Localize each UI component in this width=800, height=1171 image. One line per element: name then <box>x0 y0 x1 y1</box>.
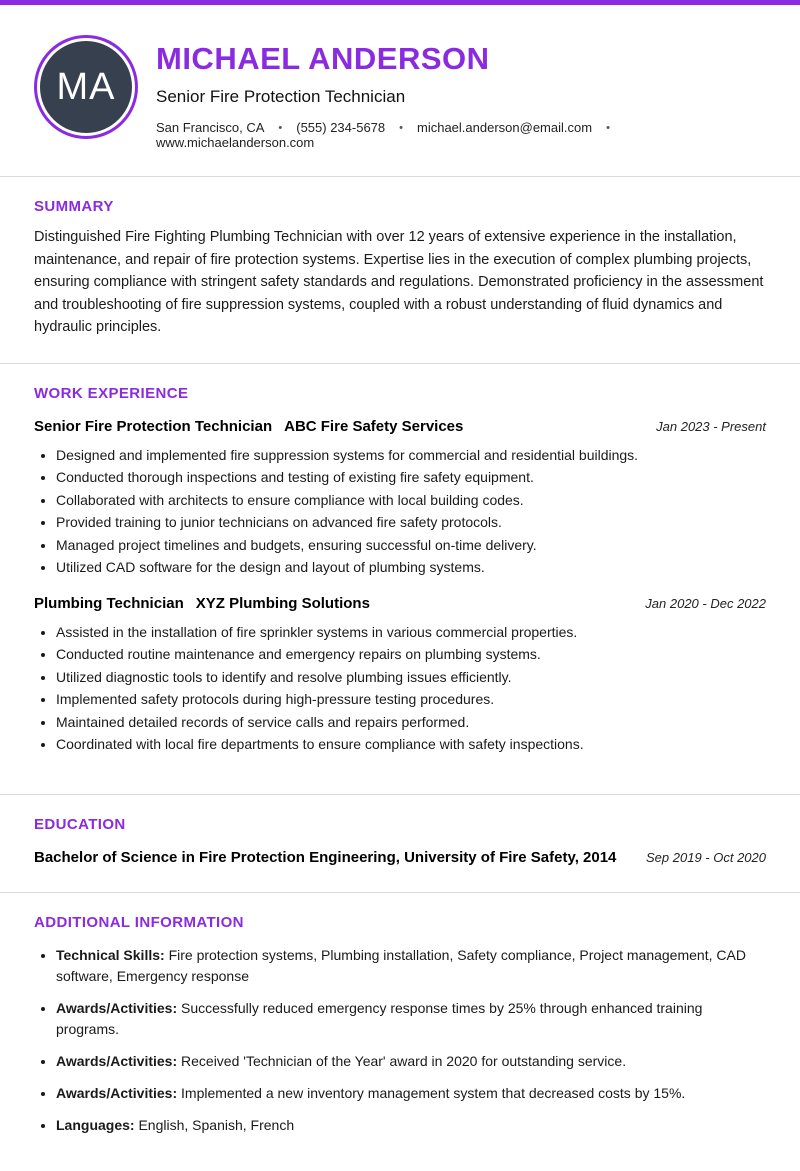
contact-phone: (555) 234-5678 <box>296 120 386 135</box>
contact-row <box>156 120 766 150</box>
job-role: Plumbing Technician <box>34 594 184 612</box>
resume-header <box>0 5 800 176</box>
job-bullet: • Implemented safety protocols during high-pressure testing procedures. <box>56 688 766 711</box>
info-text: Fire protection systems, Plumbing installation, Safety compliance, Project management, CAD software, Emergency response <box>56 946 746 984</box>
info-item <box>56 1051 766 1072</box>
job-bullet: • Collaborated with architects to ensure compliance with local building codes. <box>56 489 766 512</box>
job-bullet: • Designed and implemented fire suppression systems for commercial and residential buildings. <box>56 444 766 467</box>
education-heading: EDUCATION <box>34 815 126 833</box>
job-entry <box>34 595 766 756</box>
job-bullet: • Utilized CAD software for the design and layout of plumbing systems. <box>56 556 766 579</box>
education-section <box>0 795 800 892</box>
contact-email: michael.anderson@email.com <box>417 120 593 135</box>
info-text: English, Spanish, French <box>138 1116 295 1133</box>
education-entry <box>34 849 766 866</box>
additional-info-section <box>0 893 800 1171</box>
summary-section <box>0 177 800 363</box>
job-bullet: • Conducted thorough inspections and testing of existing fire safety equipment. <box>56 466 766 489</box>
job-role: Senior Fire Protection Technician <box>34 417 273 435</box>
additional-info-heading: ADDITIONAL INFORMATION <box>34 913 244 931</box>
job-company: ABC Fire Safety Services <box>284 417 464 435</box>
info-label: Awards/Activities: <box>56 1052 178 1069</box>
info-label: Technical Skills: <box>56 946 165 963</box>
info-item <box>56 1115 766 1136</box>
candidate-name: MICHAEL ANDERSON <box>156 41 490 76</box>
work-experience-heading: WORK EXPERIENCE <box>34 384 189 402</box>
info-label: Awards/Activities: <box>56 999 178 1016</box>
job-dates: Jan 2023 - Present <box>656 418 766 434</box>
info-text: Received 'Technician of the Year' award in 2020 for outstanding service. <box>181 1052 627 1069</box>
job-bullet: • Assisted in the installation of fire sprinkler systems in various commercial properties. <box>56 621 766 644</box>
education-degree: Bachelor of Science in Fire Protection Engineering, University of Fire Safety, 2014 <box>34 848 617 866</box>
additional-info-list <box>34 945 766 1136</box>
summary-heading: SUMMARY <box>34 198 114 215</box>
job-entry <box>34 418 766 579</box>
job-bullet: • Managed project timelines and budgets, ensuring successful on-time delivery. <box>56 534 766 557</box>
info-label: Awards/Activities: <box>56 1084 178 1101</box>
info-text: Implemented a new inventory management system that decreased costs by 15%. <box>181 1084 686 1101</box>
info-label: Languages: <box>56 1116 135 1133</box>
job-bullet: • Coordinated with local fire departments to ensure compliance with safety inspections. <box>56 733 766 756</box>
avatar <box>34 35 138 139</box>
summary-body: Distinguished Fire Fighting Plumbing Technician with over 12 years of extensive experience in the installation, maintenance, and repair of fire protection systems. Expertise lies in the execution of complex plumbing projects, ensuring compliance with stringent safety standards and regulations. Demonstrated proficiency in the assessment and troubleshooting of fire suppression systems, coupled with a robust understanding of fluid dynamics and hydraulic principles. <box>34 229 764 335</box>
job-company: XYZ Plumbing Solutions <box>195 594 370 612</box>
job-bullet-list <box>34 444 766 579</box>
job-bullet-list <box>34 621 766 756</box>
education-dates: Sep 2019 - Oct 2020 <box>646 849 766 865</box>
avatar-initials: MA <box>56 65 116 108</box>
job-bullet: • Conducted routine maintenance and emergency repairs on plumbing systems. <box>56 643 766 666</box>
job-bullet: • Utilized diagnostic tools to identify and resolve plumbing issues efficiently. <box>56 666 766 689</box>
job-dates: Jan 2020 - Dec 2022 <box>645 595 766 611</box>
info-text: Successfully reduced emergency response times by 25% through enhanced training programs. <box>56 999 703 1037</box>
avatar-circle <box>40 41 132 133</box>
contact-website: www.michaelanderson.com <box>156 135 315 150</box>
job-bullet: • Provided training to junior technicians on advanced fire safety protocols. <box>56 511 766 534</box>
separator-dot: • <box>399 121 403 134</box>
contact-location: San Francisco, CA <box>156 120 265 135</box>
info-item <box>56 998 766 1040</box>
info-item <box>56 945 766 987</box>
info-item <box>56 1083 766 1104</box>
work-experience-section <box>0 364 800 794</box>
candidate-title: Senior Fire Protection Technician <box>156 87 406 106</box>
separator-dot: • <box>278 121 283 134</box>
separator-dot: • <box>606 121 610 134</box>
job-bullet: • Maintained detailed records of service calls and repairs performed. <box>56 711 766 734</box>
